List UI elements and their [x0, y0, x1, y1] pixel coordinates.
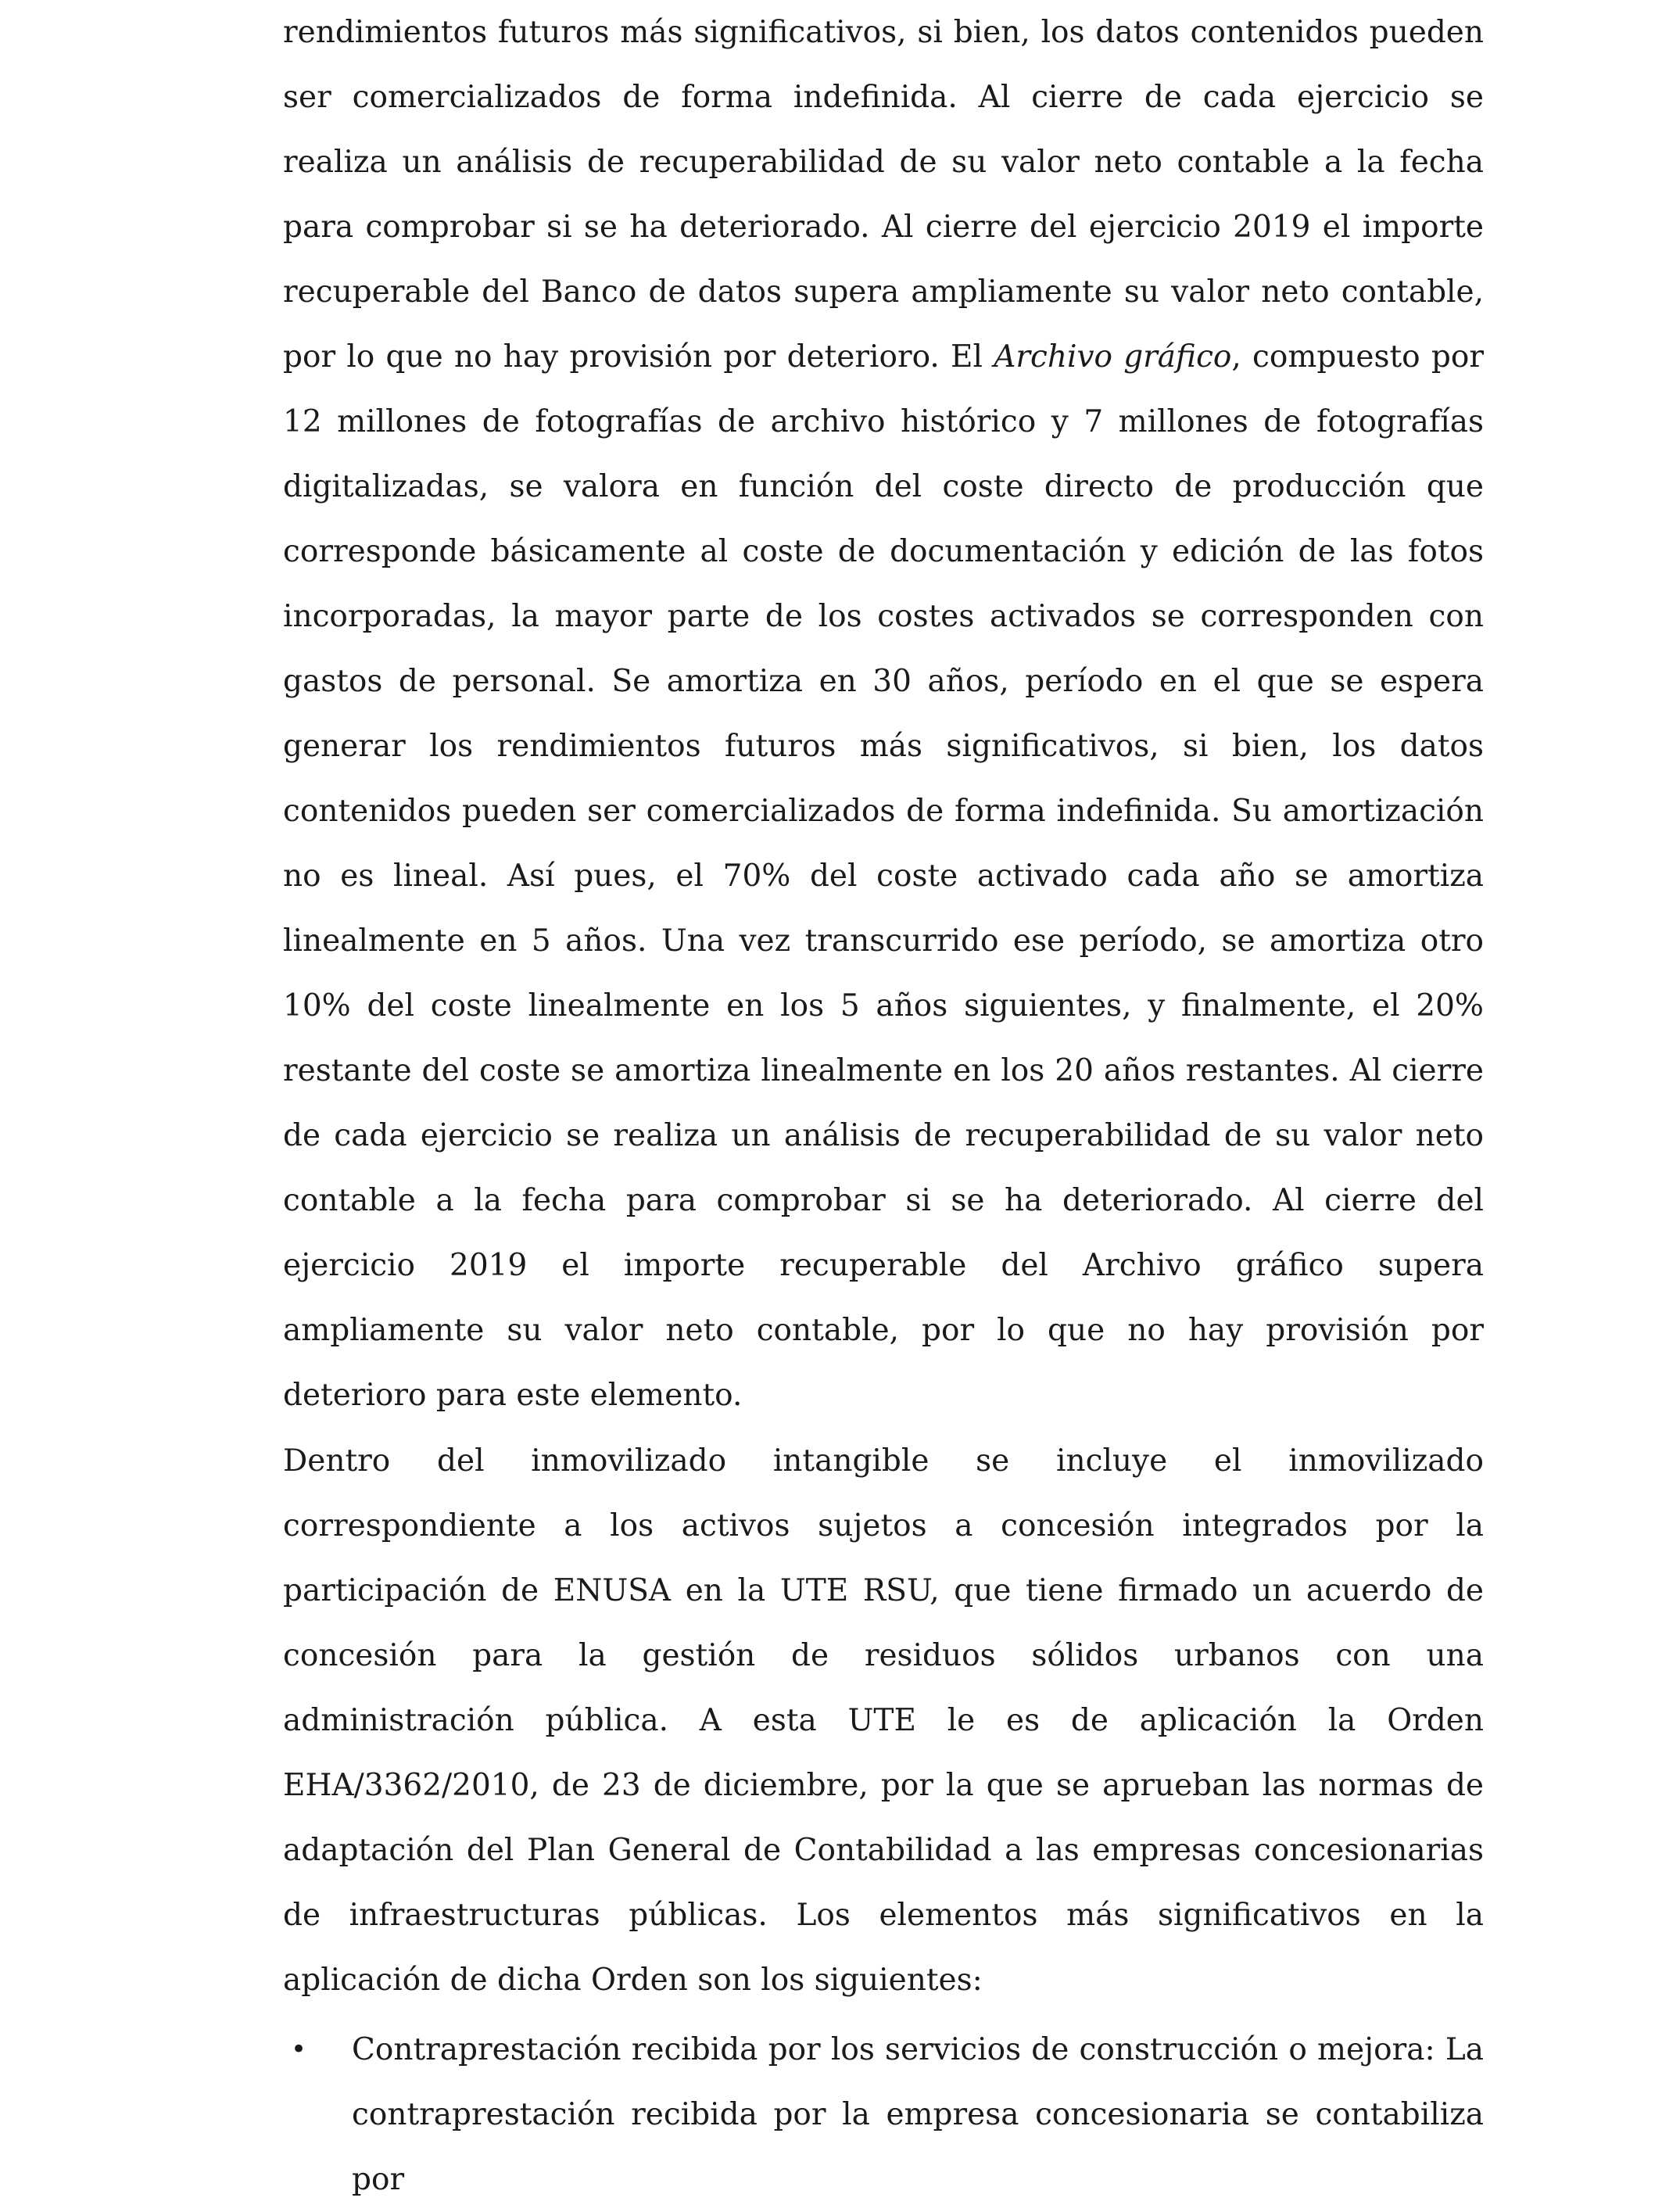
- bullet-text: Contraprestación recibida por los servicios de construcción o mejora: La contraprestación recibida por la empresa concesionaria se contabiliza por: [352, 2032, 1484, 2197]
- archivo-grafico-term: Archivo gráfico: [994, 339, 1232, 375]
- bullet-icon: •: [290, 2034, 307, 2065]
- paragraph-text-start: rendimientos futuros más significativos, si bien, los datos contenidos pueden ser comercializados de forma indefinida. Al cierre de cada ejercicio se realiza un análisis de recuperabilidad de su valor neto contable a la fecha para comprobar si se ha deteriorado. Al cierre del ejercicio 2019 el importe recuperable del Banco de datos supera ampliamente su valor neto contable, por lo que no hay provisión por deterioro. El: [283, 15, 1484, 375]
- paragraph-concession-assets: Dentro del inmovilizado intangible se incluye el inmovilizado correspondiente a los activos sujetos a concesión integrados por la participación de ENUSA en la UTE RSU, que tiene firmado un acuerdo de concesión para la gestión de residuos sólidos urbanos con una administración pública. A esta UTE le es de aplicación la Orden EHA/3362/2010, de 23 de diciembre, por la que se aprueban las normas de adaptación del Plan General de Contabilidad a las empresas concesionarias de infraestructuras públicas. Los elementos más significativos en la aplicación de dicha Orden son los siguientes:: [283, 1443, 1484, 1998]
- paragraph-archivo-grafico: [283, 0, 1484, 1428]
- paragraph-text-end: , compuesto por 12 millones de fotografías de archivo histórico y 7 millones de fotografías digitalizadas, se valora en función del coste directo de producción que corresponde básicamente al coste de documentación y edición de las fotos incorporadas, la mayor parte de los costes activados se corresponden con gastos de personal. Se amortiza en 30 años, período en el que se espera generar los rendimientos futuros más significativos, si bien, los datos contenidos pueden ser comercializados de forma indefinida. Su amortización no es lineal. Así pues, el 70% del coste activado cada año se amortiza linealmente en 5 años. Una vez transcurrido ese período, se amortiza otro 10% del coste linealmente en los 5 años siguientes, y finalmente, el 20% restante del coste se amortiza linealmente en los 20 años restantes. Al cierre de cada ejercicio se realiza un análisis de recuperabilidad de su valor neto contable a la fecha para comprobar si se ha deteriorado. Al cierre del ejercicio 2019 el importe recuperable del Archivo gráfico supera ampliamente su valor neto contable, por lo que no hay provisión por deterioro para este elemento.: [283, 339, 1484, 1413]
